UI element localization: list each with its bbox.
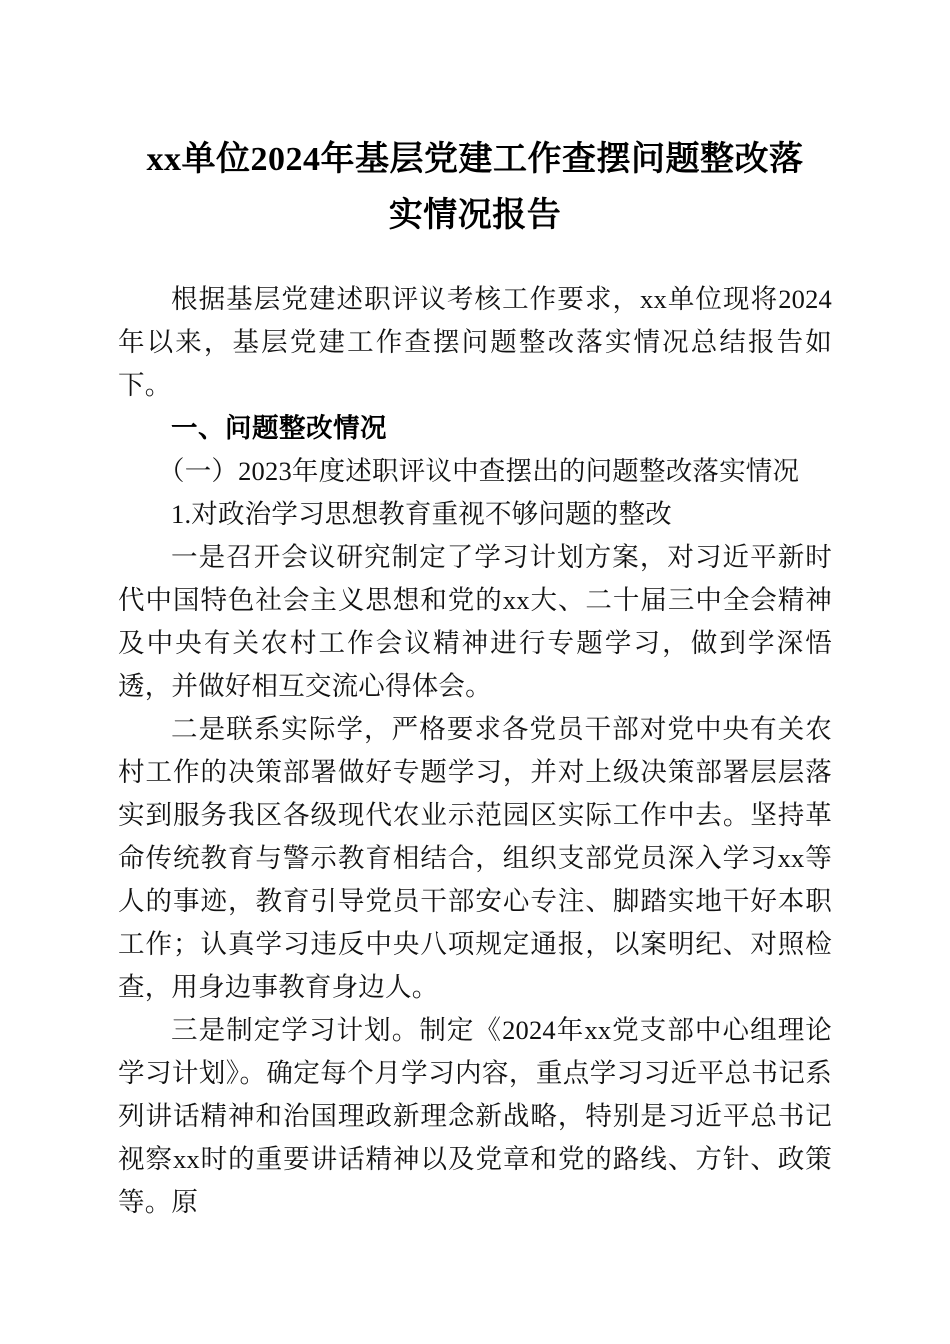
paragraph-measure-two: 二是联系实际学，严格要求各党员干部对党中央有关农村工作的决策部署做好专题学习，并对上级决策部署层层落实到服务我区各级现代农业示范园区实际工作中去。坚持革命传统教育与警示教育相结合，组织支部党员深入学习xx等人的事迹，教育引导党员干部安心专注、脚踏实地干好本职工作；认真学习违反中央八项规定通报，以案明纪、对照检查，用身边事教育身边人。 (118, 714, 832, 1002)
numbered-item-1: 1.对政治学习思想教育重视不够问题的整改 (171, 499, 672, 529)
paragraph-intro: 根据基层党建述职评议考核工作要求，xx单位现将2024年以来，基层党建工作查摆问题整改落实情况总结报告如下。 (118, 284, 832, 400)
document-body (118, 244, 832, 1224)
page-title-line-1: xx单位2024年基层党建工作查摆问题整改落 (146, 141, 804, 178)
page-title-line-2: 实情况报告 (388, 197, 562, 234)
document-content (118, 0, 832, 1224)
paragraph-measure-three: 三是制定学习计划。制定《2024年xx党支部中心组理论学习计划》。确定每个月学习内容，重点学习习近平总书记系列讲话精神和治国理政新理念新战略，特别是习近平总书记视察xx时的重要讲话精神以及党章和党的路线、方针、政策等。原 (118, 1015, 832, 1217)
page-title (118, 0, 832, 244)
paragraph-measure-one: 一是召开会议研究制定了学习计划方案，对习近平新时代中国特色社会主义思想和党的xx大、二十届三中全会精神及中央有关农村工作会议精神进行专题学习，做到学深悟透，并做好相互交流心得体会。 (118, 542, 832, 701)
subsection-heading-1: （一）2023年度述职评议中查摆出的问题整改落实情况 (158, 456, 800, 486)
section-heading-1: 一、问题整改情况 (171, 413, 387, 443)
